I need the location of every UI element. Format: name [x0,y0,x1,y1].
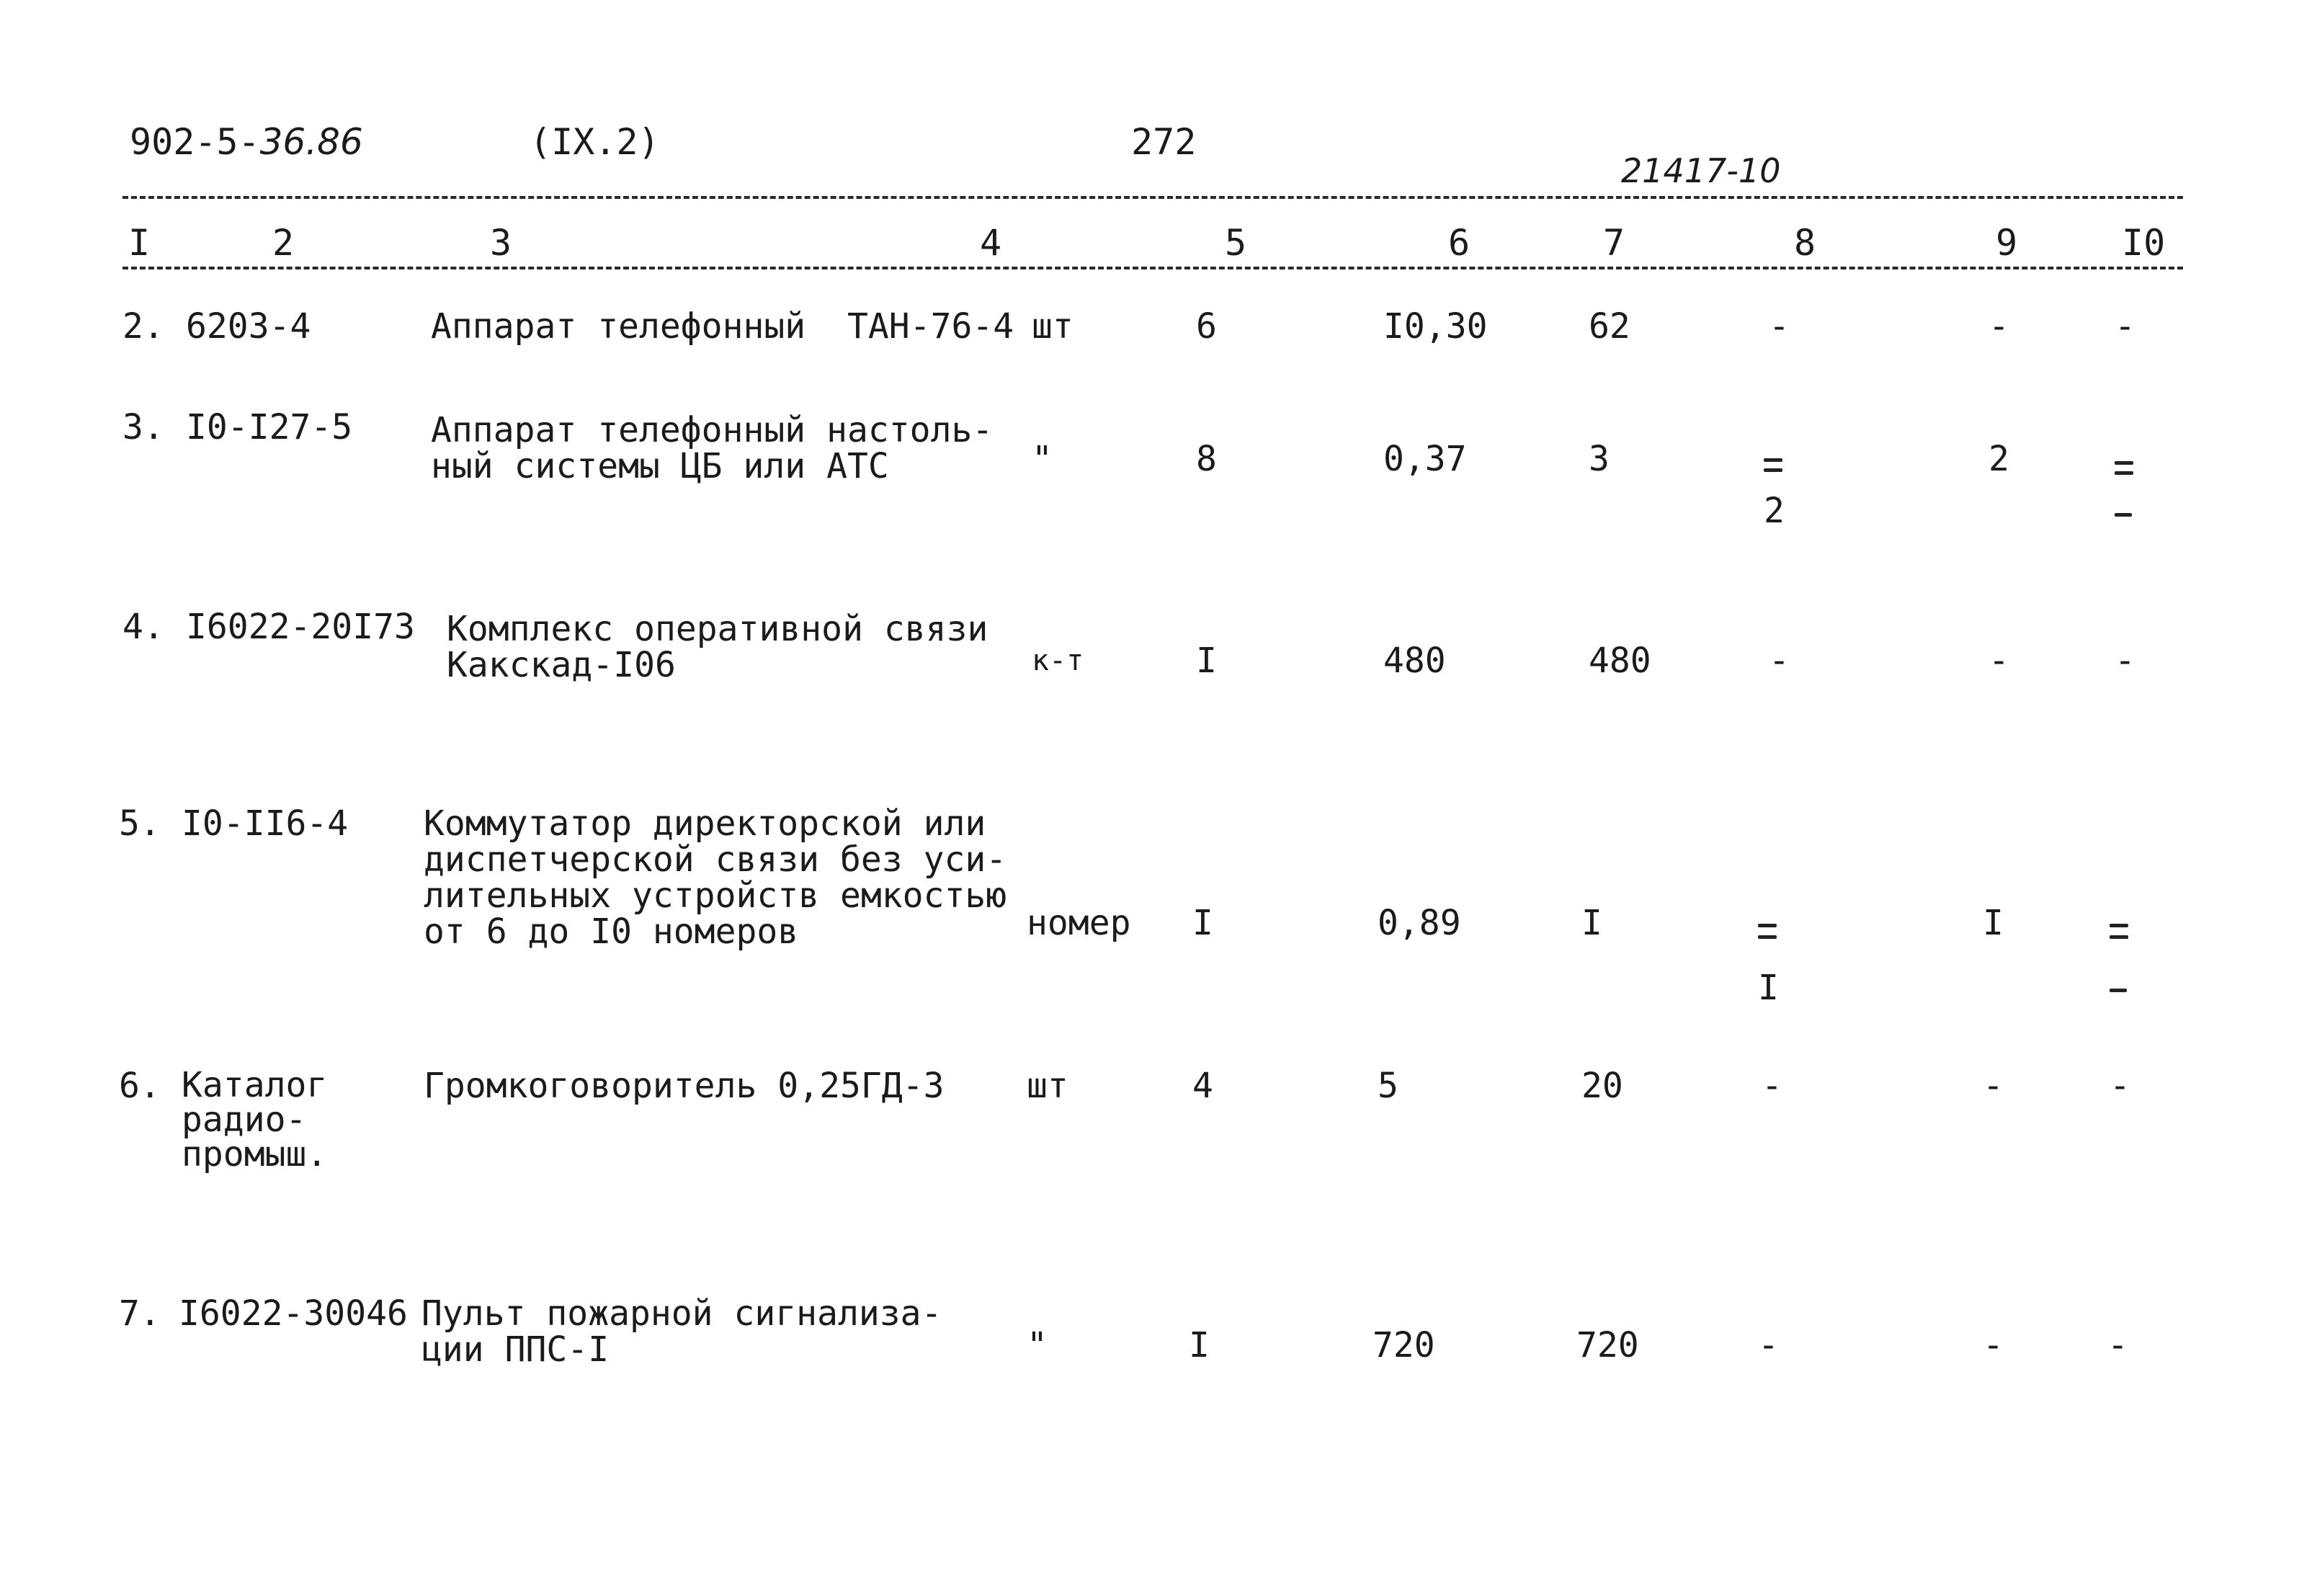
quantity: I [1189,1325,1210,1365]
catalog-code: I0-I27-5 [186,407,353,447]
unit-price: 720 [1373,1325,1435,1365]
column-8-value: I [1758,968,1779,1008]
item-name: Аппарат телефонный настоль- ный системы ЦБ или АТС [431,410,994,486]
total-cost: 720 [1576,1325,1639,1365]
column-header: 5 [1225,222,1247,264]
total-cost: 20 [1581,1066,1623,1106]
ditto-mark [1764,468,1782,472]
column-9-value: 2 [1989,439,2009,479]
quantity: 6 [1196,306,1217,347]
unit: к-т [1032,644,1084,677]
column-10-value: - [2115,641,2135,681]
catalog-code: 6203-4 [186,306,311,347]
column-header: 7 [1603,222,1625,264]
unit: шт [1027,1066,1068,1106]
column-8-value: 2 [1764,491,1785,531]
total-cost: 3 [1589,439,1610,479]
column-header: 3 [490,222,512,264]
catalog-code: Каталог радио- промыш. [182,1065,328,1174]
ditto-mark [2110,935,2128,939]
column-10-value: - [2115,306,2135,347]
column-header: 4 [980,222,1002,264]
row-number: 6. [119,1066,161,1106]
catalog-code: I6022-30046 [179,1293,408,1334]
quantity: I [1196,641,1217,681]
column-8-value: - [1758,1325,1779,1365]
column-9-value: I [1983,903,2004,943]
column-9-value: - [1989,641,2009,681]
dash-mark [2115,513,2132,517]
document-code-prefix: 902-5- [130,121,260,163]
catalog-code: I0-II6-4 [182,803,349,844]
header-bottom-rule [122,267,2183,269]
unit-price: 5 [1378,1066,1398,1106]
ditto-mark [2115,471,2133,475]
column-8-value: - [1769,306,1790,347]
column-9-value: - [1989,306,2009,347]
total-cost: 480 [1589,641,1651,681]
header-top-rule [122,196,2183,199]
item-name: Комплекс оперативной связи Какскад-I06 [447,609,988,685]
total-cost: I [1581,903,1602,943]
column-header: 6 [1448,222,1470,264]
unit-price: 0,37 [1383,439,1467,479]
column-10-value: - [2110,1066,2130,1106]
column-8-value: - [1769,641,1790,681]
total-cost: 62 [1589,306,1630,347]
column-header: I0 [2122,222,2166,264]
unit-price: 480 [1383,641,1446,681]
column-9-value: - [1983,1066,2004,1106]
dash-mark [2110,989,2127,992]
unit-price: 0,89 [1378,903,1461,943]
page-number: 272 [1131,121,1197,163]
registration-stamp: 21417-10 [1621,151,1781,190]
row-number: 7. [119,1293,161,1334]
unit: " [1032,439,1053,479]
ditto-mark [2115,461,2133,465]
section-number: (IX.2) [530,121,660,163]
ditto-mark [1758,935,1777,939]
item-name: Громкоговоритель 0,25ГД-3 [424,1066,945,1106]
column-10-value: - [2107,1325,2128,1365]
column-header: 2 [272,222,295,264]
document-code-suffix: 36.86 [259,121,363,163]
column-9-value: - [1983,1325,2004,1365]
column-header: I [128,222,151,264]
column-header: 8 [1794,222,1816,264]
column-8-value: - [1762,1066,1782,1106]
row-number: 3. [122,407,164,447]
quantity: I [1192,903,1213,943]
unit-price: I0,30 [1383,306,1488,347]
unit: номер [1027,903,1131,943]
quantity: 4 [1192,1066,1213,1106]
unit: " [1027,1325,1048,1365]
ditto-mark [2110,924,2128,927]
row-number: 4. [122,607,164,647]
column-header: 9 [1996,222,2018,264]
row-number: 2. [122,306,164,347]
row-number: 5. [119,803,161,844]
document-code [130,121,363,163]
item-name: Коммутатор директорской или диспетчерской связи без уси- лительных устройств емкостью от 6 до I0 номеров [424,803,1007,952]
item-name: Пульт пожарной сигнализа- ции ППС-I [421,1293,942,1370]
ditto-mark [1764,458,1782,462]
item-name: Аппарат телефонный ТАН-76-4 [431,306,1014,347]
unit: шт [1032,306,1074,347]
quantity: 8 [1196,439,1217,479]
ditto-mark [1758,924,1777,927]
catalog-code: I6022-20I73 [186,607,415,647]
